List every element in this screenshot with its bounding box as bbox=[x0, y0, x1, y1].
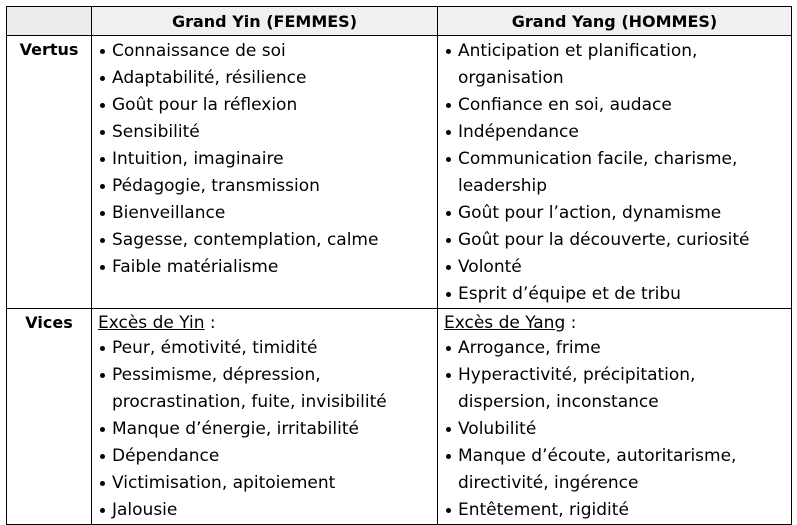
list-item: Anticipation et planification, organisation bbox=[444, 38, 787, 92]
list-item: Jalousie bbox=[98, 497, 433, 524]
vices-yang-heading-text: Excès de Yang bbox=[444, 313, 566, 333]
list-item: Pessimisme, dépression, procrastination, fuite, invisibilité bbox=[98, 362, 433, 416]
list-item: Dépendance bbox=[98, 443, 433, 470]
list-item: Hyperactivité, précipitation, dispersion, inconstance bbox=[444, 362, 787, 416]
vices-yin-heading-text: Excès de Yin bbox=[98, 313, 205, 333]
list-item: Goût pour l’action, dynamisme bbox=[444, 200, 787, 227]
list-item: Sensibilité bbox=[98, 119, 433, 146]
list-item: Peur, émotivité, timidité bbox=[98, 335, 433, 362]
list-item: Esprit d’équipe et de tribu bbox=[444, 281, 787, 308]
column-header-yin: Grand Yin (FEMMES) bbox=[92, 7, 438, 36]
list-item: Volubilité bbox=[444, 416, 787, 443]
list-item: Manque d’énergie, irritabilité bbox=[98, 416, 433, 443]
list-item: Goût pour la découverte, curiosité bbox=[444, 227, 787, 254]
list-item: Entêtement, rigidité bbox=[444, 497, 787, 524]
list-item: Pédagogie, transmission bbox=[98, 173, 433, 200]
list-item: Connaissance de soi bbox=[98, 38, 433, 65]
vices-yin-heading bbox=[98, 311, 433, 335]
list-item: Intuition, imaginaire bbox=[98, 146, 433, 173]
row-label-vices: Vices bbox=[7, 309, 92, 525]
list-item: Faible matérialisme bbox=[98, 254, 433, 281]
row-vertus bbox=[7, 36, 792, 309]
vices-yang-heading bbox=[444, 311, 787, 335]
cell-vertus-yang bbox=[438, 36, 792, 309]
list-vertus-yang bbox=[444, 38, 787, 308]
list-vertus-yin bbox=[98, 38, 433, 281]
list-item: Confiance en soi, audace bbox=[444, 92, 787, 119]
list-item: Manque d’écoute, autoritarisme, directivité, ingérence bbox=[444, 443, 787, 497]
list-vices-yang bbox=[444, 335, 787, 524]
vices-yin-heading-suffix: : bbox=[204, 313, 216, 333]
column-header-yang: Grand Yang (HOMMES) bbox=[438, 7, 792, 36]
list-item: Bienveillance bbox=[98, 200, 433, 227]
list-item: Volonté bbox=[444, 254, 787, 281]
list-vices-yin bbox=[98, 335, 433, 524]
yin-yang-table bbox=[6, 6, 792, 525]
corner-cell bbox=[7, 7, 92, 36]
cell-vices-yang bbox=[438, 309, 792, 525]
list-item: Victimisation, apitoiement bbox=[98, 470, 433, 497]
cell-vices-yin bbox=[92, 309, 438, 525]
header-row bbox=[7, 7, 792, 36]
cell-vertus-yin bbox=[92, 36, 438, 309]
list-item: Sagesse, contemplation, calme bbox=[98, 227, 433, 254]
row-label-vertus: Vertus bbox=[7, 36, 92, 309]
vices-yang-heading-suffix: : bbox=[565, 313, 577, 333]
list-item: Goût pour la réflexion bbox=[98, 92, 433, 119]
list-item: Communication facile, charisme, leadership bbox=[444, 146, 787, 200]
list-item: Indépendance bbox=[444, 119, 787, 146]
row-vices bbox=[7, 309, 792, 525]
list-item: Adaptabilité, résilience bbox=[98, 65, 433, 92]
list-item: Arrogance, frime bbox=[444, 335, 787, 362]
